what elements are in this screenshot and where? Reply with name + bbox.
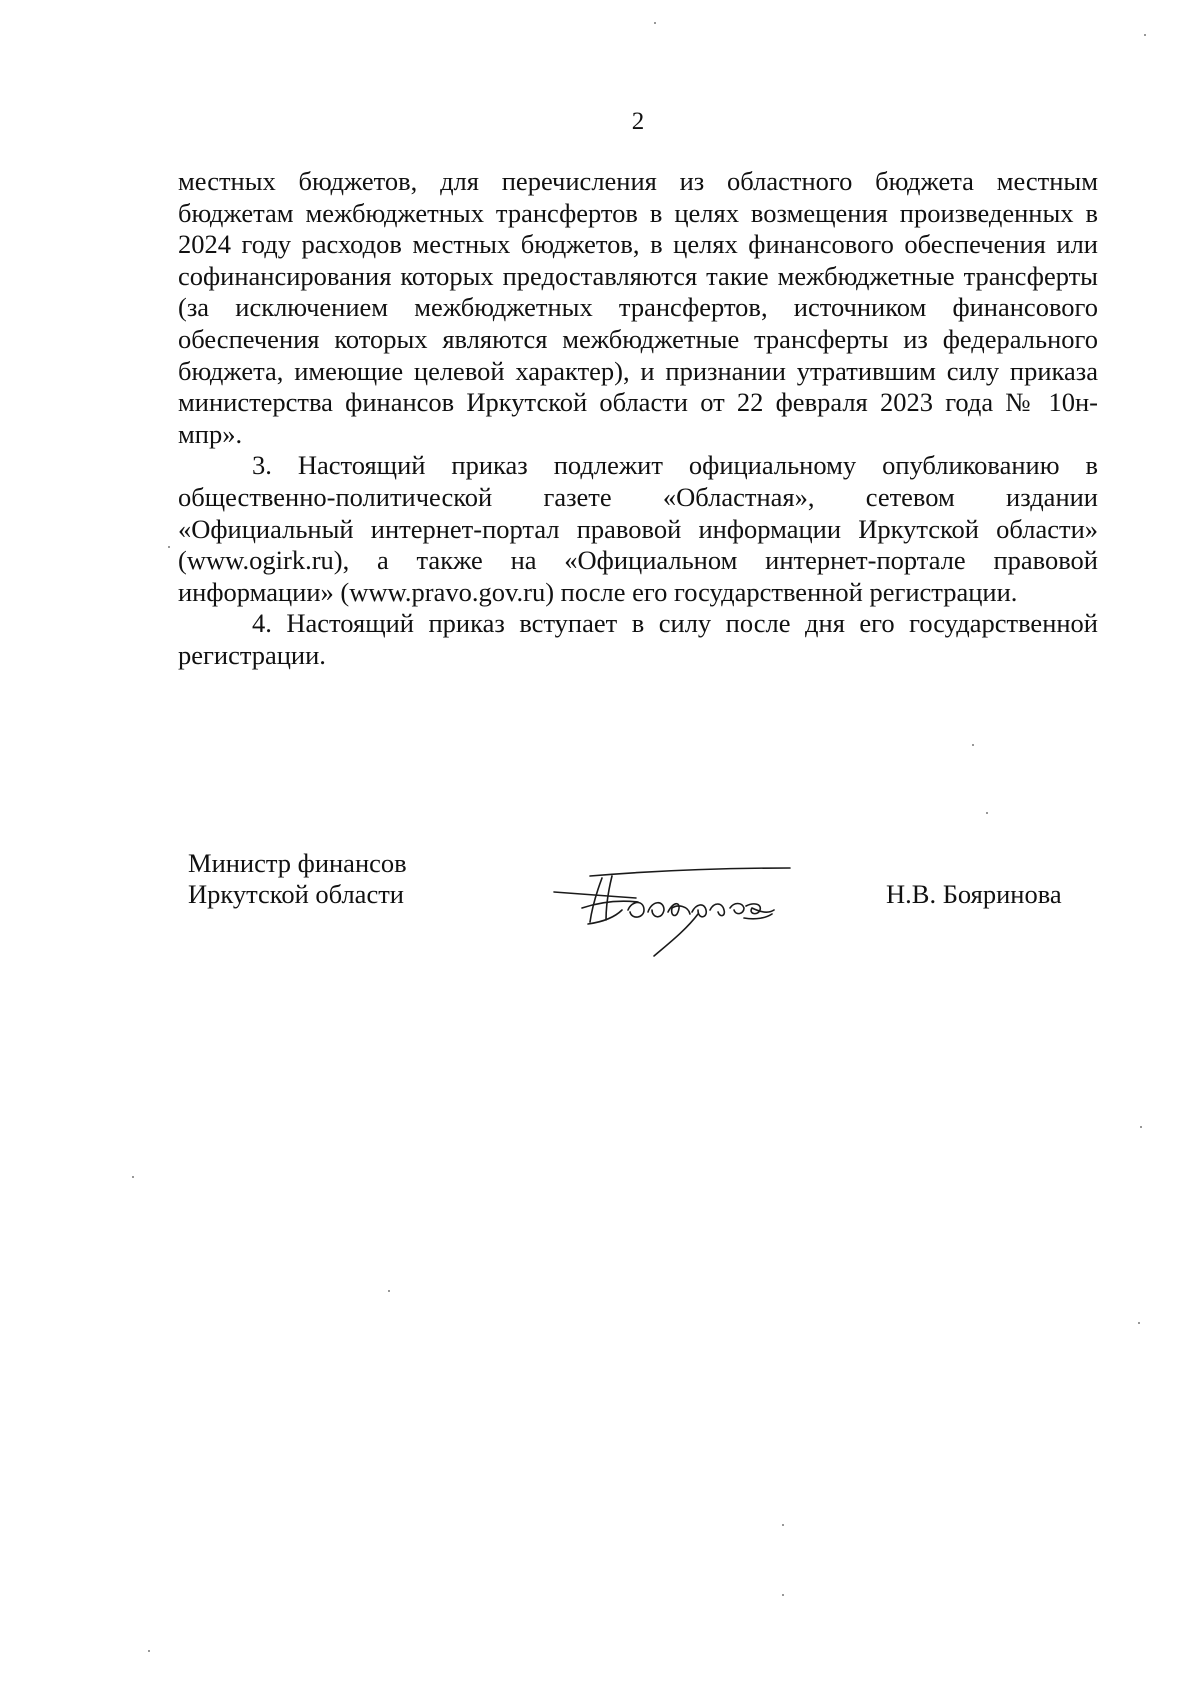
scan-speck: [132, 1176, 134, 1178]
signer-position-line-2: Иркутской области: [188, 879, 404, 909]
document-body: [178, 166, 1098, 672]
scan-speck: [782, 1594, 784, 1596]
handwritten-signature: [548, 848, 798, 958]
page-number: 2: [631, 108, 645, 135]
scan-speck: [1140, 1126, 1142, 1128]
signer-position-line-1: Министр финансов: [188, 848, 407, 878]
scan-speck: [148, 1650, 150, 1652]
signature-block: [0, 848, 1200, 968]
signer-name: Н.В. Бояринова: [886, 879, 1062, 909]
scan-speck: [782, 1524, 784, 1526]
paragraph-continuation: местных бюджетов, для перечисления из областного бюджета местным бюджетам межбюджетных трансфертов в целях возмещения произведенных в 2024 году расходов местных бюджетов, в целях финансового обеспечения или софинансирования которых предоставляются такие межбюджетные трансферты (за исключением межбюджетных трансфертов, источником финансового обеспечения которых являются межбюджетные трансферты из федерального бюджета, имеющие целевой характер), и признании утратившим силу приказа министерства финансов Иркутской области от 22 февраля 2023 года № 10н-мпр».: [178, 166, 1098, 449]
paragraph-3-publication: 3. Настоящий приказ подлежит официальному опубликованию в общественно-политической газете «Областная», сетевом издании «Официальный интернет-портал правовой информации Иркутской области» (www.ogirk.ru), а также на «Официальном интернет-портале правовой информации» (www.pravo.gov.ru) после его государственной регистрации.: [178, 450, 1098, 607]
scan-speck: [654, 22, 656, 24]
signer-position: [188, 848, 407, 910]
scan-speck: [972, 744, 974, 746]
scan-speck: [1144, 34, 1146, 36]
scan-speck: [986, 812, 988, 814]
paragraph-4-effective-date: 4. Настоящий приказ вступает в силу после дня его государственной регистрации.: [178, 608, 1098, 670]
scan-speck: [1138, 1322, 1140, 1324]
scan-speck: [388, 1290, 390, 1292]
scan-speck: [168, 546, 170, 548]
